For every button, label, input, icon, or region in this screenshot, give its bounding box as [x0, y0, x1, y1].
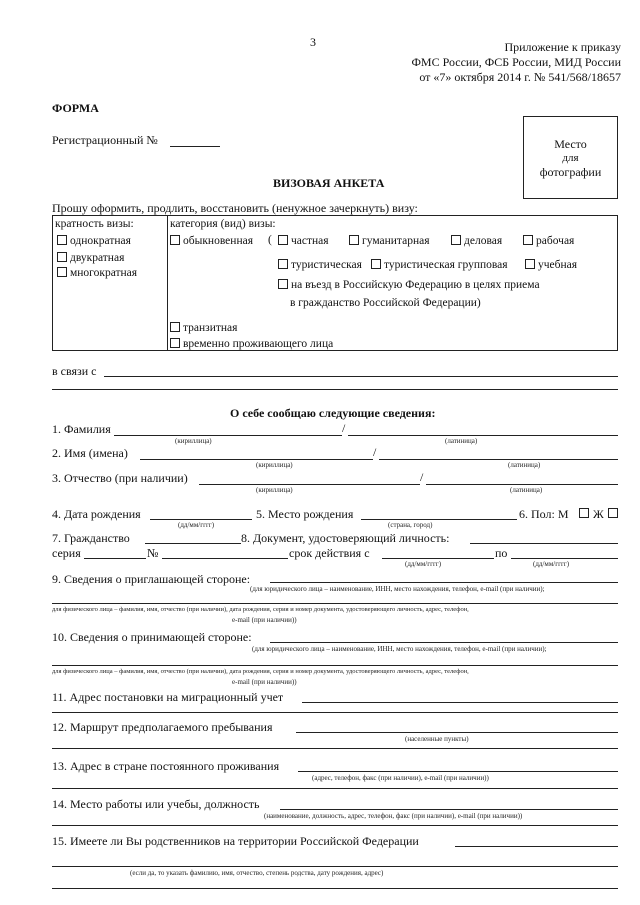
in-connection-label: в связи с — [52, 364, 97, 378]
multiplicity-double[interactable]: двукратная — [57, 252, 124, 264]
checkbox[interactable] — [278, 259, 288, 269]
workplace-label: 14. Место работы или учебы, должность — [52, 797, 260, 811]
patronymic-latin-field[interactable] — [426, 484, 618, 485]
birth-date-label: 4. Дата рождения — [52, 507, 141, 521]
given-name-latin-field[interactable] — [379, 459, 618, 460]
birth-place-label: 5. Место рождения — [256, 507, 354, 521]
number-label: № — [147, 546, 159, 560]
workplace-hint: (наименование, должность, адрес, телефон, факс (при наличии), e-mail (при наличии)) — [264, 812, 523, 820]
inviting-party-label: 9. Сведения о приглашающей стороне: — [52, 572, 251, 586]
slash: / — [373, 445, 377, 459]
validity-from-field[interactable] — [382, 558, 494, 559]
photo-line-2: для — [562, 152, 579, 164]
birth-date-field[interactable] — [150, 519, 252, 520]
route-hint: (населенные пункты) — [405, 735, 469, 743]
checkbox[interactable] — [57, 267, 67, 277]
order-reference — [411, 40, 621, 85]
category-work[interactable]: рабочая — [523, 235, 574, 247]
form-label: ФОРМА — [52, 101, 99, 115]
cyrillic-hint: (кириллица) — [256, 461, 293, 469]
latin-hint: (латиница) — [510, 486, 543, 494]
order-line-1: Приложение к приказу — [504, 40, 621, 54]
surname-cyrillic-field[interactable] — [114, 435, 342, 436]
checkbox[interactable] — [57, 235, 67, 245]
in-connection-field-2[interactable] — [52, 389, 618, 390]
migration-address-field-2[interactable] — [52, 712, 618, 713]
photo-line-1: Место — [554, 137, 587, 151]
in-connection-field[interactable] — [104, 376, 618, 377]
place-hint: (страна, город) — [388, 521, 433, 529]
relatives-label: 15. Имеете ли Вы родственников на территории Российской Федерации — [52, 834, 419, 848]
relatives-hint: (если да, то указать фамилию, имя, отчество, степень родства, дату рождения, адрес) — [130, 869, 384, 877]
email-hint: e-mail (при наличии)) — [232, 678, 297, 686]
table-divider — [167, 215, 168, 351]
multiplicity-heading: кратность визы: — [55, 218, 134, 230]
birth-place-field[interactable] — [361, 519, 517, 520]
workplace-field-2[interactable] — [52, 825, 618, 826]
latin-hint: (латиница) — [445, 437, 478, 445]
category-business[interactable]: деловая — [451, 235, 502, 247]
validity-to-field[interactable] — [511, 558, 618, 559]
route-field[interactable] — [296, 732, 618, 733]
checkbox[interactable] — [278, 279, 288, 289]
given-name-label: 2. Имя (имена) — [52, 446, 128, 460]
home-address-label: 13. Адрес в стране постоянного проживания — [52, 759, 280, 773]
legal-entity-hint: (для юридического лица – наименование, ИНН, место нахождения, телефон, e-mail (при наличии); — [252, 645, 547, 653]
home-address-field[interactable] — [298, 771, 618, 772]
citizenship-field[interactable] — [145, 543, 241, 544]
migration-address-field[interactable] — [302, 702, 618, 703]
host-party-label: 10. Сведения о принимающей стороне: — [52, 630, 252, 644]
category-heading: категория (вид) визы: — [170, 218, 276, 230]
section-title: О себе сообщаю следующие сведения: — [230, 406, 436, 420]
surname-label: 1. Фамилия — [52, 422, 111, 436]
given-name-cyrillic-field[interactable] — [140, 459, 373, 460]
checkbox[interactable] — [278, 235, 288, 245]
photo-line-3: фотографии — [539, 165, 602, 179]
category-humanitarian[interactable]: гуманитарная — [349, 235, 430, 247]
category-tourist-group[interactable]: туристическая групповая — [371, 259, 508, 271]
individual-hint: для физического лица – фамилия, имя, отчество (при наличии), дата рождения, серия и номер документа, удостоверяющего личность, адрес, телефон, — [52, 668, 469, 675]
category-tourist[interactable]: туристическая — [278, 259, 362, 271]
checkbox[interactable] — [349, 235, 359, 245]
category-study[interactable]: учебная — [525, 259, 577, 271]
category-citizenship-entry[interactable]: на въезд в Российскую Федерацию в целях приема — [278, 279, 540, 291]
document-number-field[interactable] — [162, 558, 288, 559]
legal-entity-hint: (для юридического лица – наименование, ИНН, место нахождения, телефон, e-mail (при наличии); — [250, 585, 545, 593]
registration-number-field[interactable] — [170, 146, 220, 147]
category-private[interactable]: частная — [278, 235, 329, 247]
sex-label: 6. Пол: М — [519, 507, 569, 521]
workplace-field[interactable] — [280, 809, 618, 810]
home-address-hint: (адрес, телефон, факс (при наличии), e-mail (при наличии)) — [312, 774, 489, 782]
latin-hint: (латиница) — [508, 461, 541, 469]
checkbox[interactable] — [170, 322, 180, 332]
relatives-field-2[interactable] — [52, 866, 618, 867]
relatives-field[interactable] — [455, 846, 618, 847]
relatives-field-3[interactable] — [52, 888, 618, 889]
checkbox[interactable] — [170, 338, 180, 348]
order-line-2: ФМС России, ФСБ России, МИД России — [411, 55, 621, 69]
validity-to-label: по — [495, 546, 508, 560]
cyrillic-hint: (кириллица) — [175, 437, 212, 445]
patronymic-cyrillic-field[interactable] — [199, 484, 420, 485]
checkbox[interactable] — [170, 235, 180, 245]
category-citizenship-entry-cont: в гражданство Российской Федерации) — [290, 297, 481, 309]
migration-address-label: 11. Адрес постановки на миграционный учет — [52, 690, 284, 704]
slash: / — [420, 470, 424, 484]
inviting-party-field-2[interactable] — [52, 603, 618, 604]
id-document-field[interactable] — [470, 543, 618, 544]
date-hint: (дд/мм/гггг) — [178, 521, 215, 529]
page-number: 3 — [310, 35, 316, 49]
host-party-field[interactable] — [270, 642, 618, 643]
category-temporary-resident[interactable]: временно проживающего лица — [170, 338, 333, 350]
category-transit[interactable]: транзитная — [170, 322, 237, 334]
registration-number-label: Регистрационный № — [52, 133, 158, 147]
checkbox[interactable] — [57, 252, 67, 262]
validity-label: срок действия с — [289, 546, 370, 560]
checkbox[interactable] — [371, 259, 381, 269]
checkbox[interactable] — [525, 259, 535, 269]
open-paren: ( — [268, 234, 272, 246]
photo-placeholder — [523, 116, 618, 199]
date-hint: (дд/мм/гггг) — [405, 560, 442, 568]
multiplicity-multiple[interactable]: многократная — [57, 267, 137, 279]
series-label: серия — [52, 546, 81, 560]
category-ordinary[interactable]: обыкновенная — [170, 235, 253, 247]
sex-female-label: Ж — [593, 507, 604, 521]
route-label: 12. Маршрут предполагаемого пребывания — [52, 720, 273, 734]
slash: / — [342, 421, 346, 435]
sex-male-checkbox[interactable] — [579, 508, 589, 518]
surname-latin-field[interactable] — [348, 435, 618, 436]
form-title: ВИЗОВАЯ АНКЕТА — [273, 176, 385, 190]
citizenship-label: 7. Гражданство — [52, 531, 130, 545]
cyrillic-hint: (кириллица) — [256, 486, 293, 494]
visa-request-text: Прошу оформить, продлить, восстановить (ненужное зачеркнуть) визу: — [52, 201, 418, 215]
multiplicity-single[interactable]: однократная — [57, 235, 131, 247]
host-party-field-2[interactable] — [52, 665, 618, 666]
patronymic-label: 3. Отчество (при наличии) — [52, 471, 188, 485]
order-line-3: от «7» октября 2014 г. № 541/568/18657 — [419, 70, 621, 84]
home-address-field-2[interactable] — [52, 788, 618, 789]
email-hint: e-mail (при наличии)) — [232, 616, 297, 624]
checkbox[interactable] — [523, 235, 533, 245]
route-field-2[interactable] — [52, 748, 618, 749]
series-field[interactable] — [84, 558, 146, 559]
id-document-label: 8. Документ, удостоверяющий личность: — [241, 531, 450, 545]
sex-female-checkbox[interactable] — [608, 508, 618, 518]
checkbox[interactable] — [451, 235, 461, 245]
individual-hint: для физического лица – фамилия, имя, отчество (при наличии), дата рождения, серия и номер документа, удостоверяющего личность, адрес, телефон, — [52, 606, 469, 613]
date-hint: (дд/мм/гггг) — [533, 560, 570, 568]
inviting-party-field[interactable] — [270, 582, 618, 583]
